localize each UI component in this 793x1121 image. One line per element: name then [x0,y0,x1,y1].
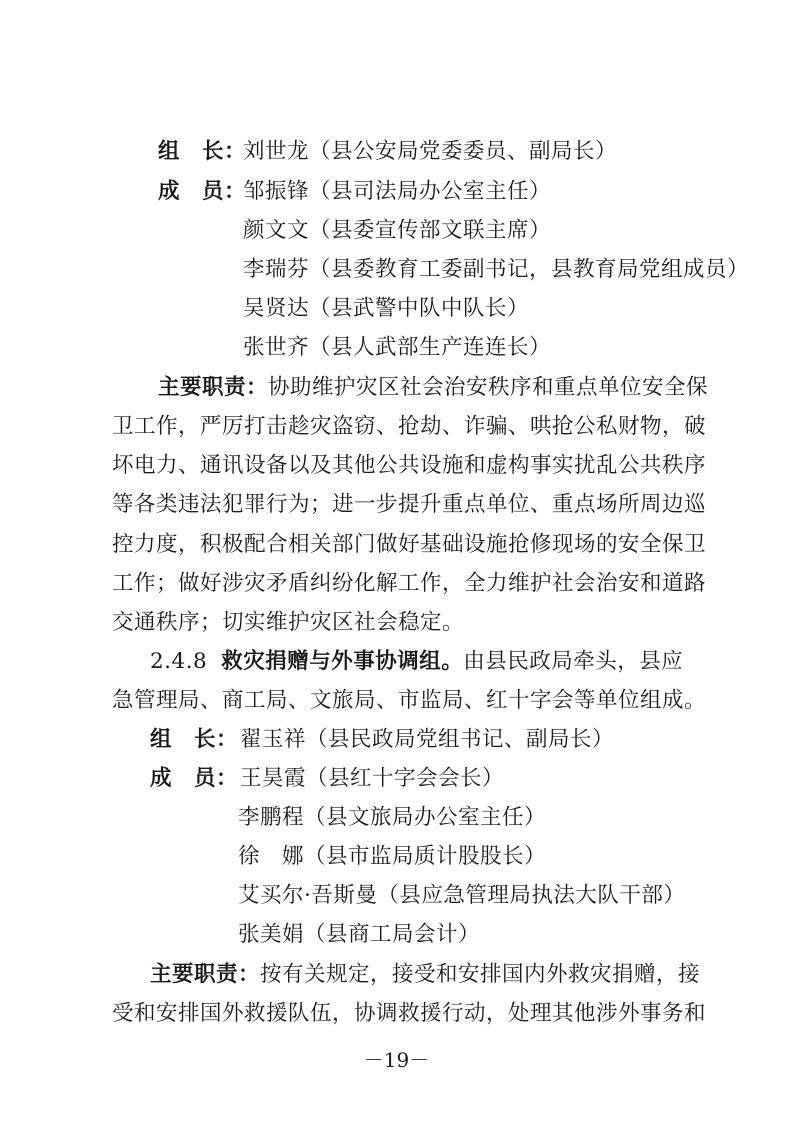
section-intro: 急管理局、商工局、文旅局、市监局、红十字会等单位组成。 [112,688,707,713]
page-number: －19－ [363,1048,430,1072]
group2-duty-text: 按有关规定，接受和安排国内外救灾捐赠，接 [260,962,701,987]
section-number: 2.4.8 [150,649,208,674]
group1-leader-line [158,137,617,167]
section-heading-line [150,647,683,677]
group2-members-label: 成 员： [150,766,239,791]
group2-duty-first-line [150,960,700,990]
group1-duty-text: 交通秩序；切实维护灾区社会稳定。 [112,610,465,635]
group2-member: 徐 娜（县市监局质计股股长） [238,844,547,869]
group1-duty-text: 等各类违法犯罪行为；进一步提升重点单位、重点场所周边巡 [112,492,707,517]
group2-leader-label: 组 长： [150,727,239,752]
group1-leader: 刘世龙（县公安局党委委员、副局长） [243,139,618,164]
group1-duty-text: 协助维护灾区社会治安秩序和重点单位安全保 [268,375,709,400]
group2-leader-line [150,725,614,755]
group2-duty-text: 受和安排国外救援队伍，协调救援行动，处理其他涉外事务和 [112,1001,707,1026]
group2-member: 王昊霞（县红十字会会长） [240,766,505,791]
group2-member: 张美娟（县商工局会计） [238,922,481,947]
section-title: 救灾捐赠与外事协调组。 [221,649,464,674]
group1-duty-label: 主要职责： [158,375,269,400]
group2-member: 李鹏程（县文旅局办公室主任） [238,805,547,830]
group2-members-line [150,764,504,794]
group1-member: 邹振锋（县司法局办公室主任） [243,179,552,204]
group1-member: 张世齐（县人武部生产连连长） [243,335,552,360]
group1-duty-text: 控力度，积极配合相关部门做好基础设施抢修现场的安全保卫 [112,532,707,557]
group1-duty-text: 卫工作，严厉打击趁灾盗窃、抢劫、诈骗、哄抢公私财物，破 [112,414,707,439]
group1-member: 李瑞芬（县委教育工委副书记，县教育局党组成员） [243,257,750,282]
group1-duty-first-line [158,373,708,403]
group2-member: 艾买尔·吾斯曼（县应急管理局执法大队干部） [238,883,686,908]
group1-members-line [158,177,551,207]
group2-duty-label: 主要职责： [150,962,261,987]
group2-leader: 翟玉祥（县民政局党组书记、副局长） [240,727,615,752]
group1-duty-text: 工作；做好涉灾矛盾纠纷化解工作，全力维护社会治安和道路 [112,571,707,596]
group1-leader-label: 组 长： [158,139,247,164]
section-intro: 由县民政局牵头，县应 [463,649,684,674]
group1-member: 颜文文（县委宣传部文联主席） [243,218,552,243]
group1-duty-text: 坏电力、通讯设备以及其他公共设施和虚构事实扰乱公共秩序 [112,453,707,478]
group1-member: 吴贤达（县武警中队中队长） [243,296,530,321]
group1-members-label: 成 员： [158,179,247,204]
